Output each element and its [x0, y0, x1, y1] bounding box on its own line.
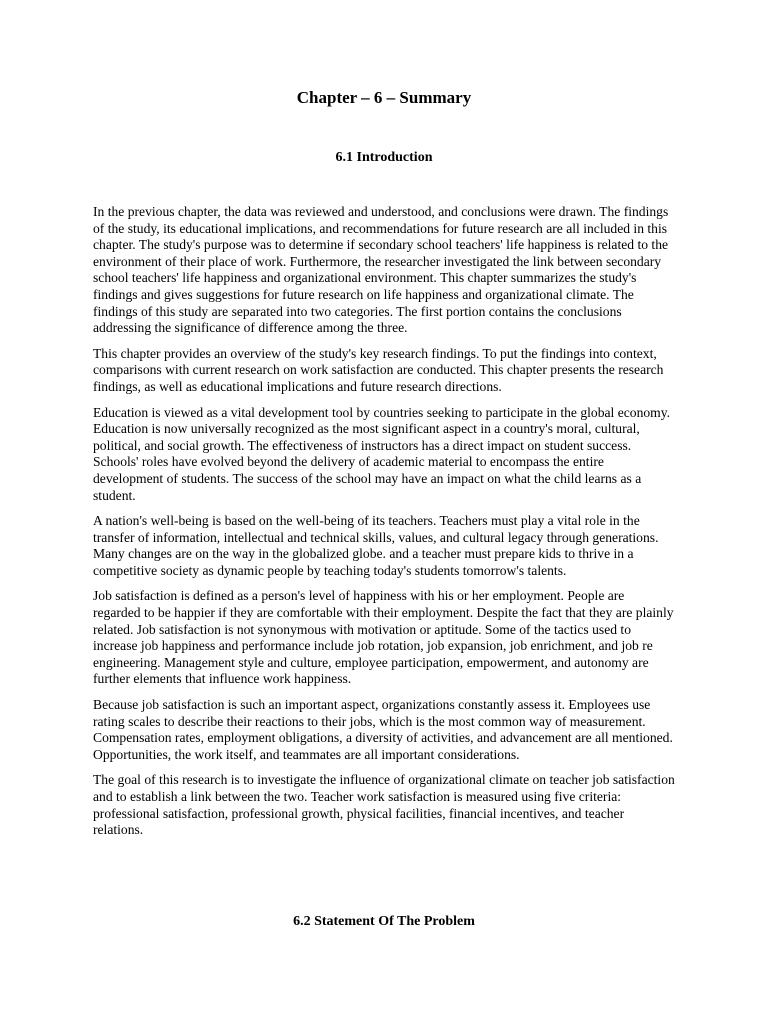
section-heading-statement-of-problem: 6.2 Statement Of The Problem	[293, 914, 475, 929]
paragraph: Job satisfaction is defined as a person's level of happiness with his or her employment. People are regarded to be happier if they are comfortable with their employment. Despite the fact that they are plainly related. Job satisfaction is not synonymous with motivation or aptitude. Some of the tactics used to increase job happiness and performance include job rotation, job expansion, job enrichment, and job re engineering. Management style and culture, employee participation, empowerment, and autonomy are further elements that influence work happiness.	[93, 588, 674, 687]
paragraph: In the previous chapter, the data was reviewed and understood, and conclusions were drawn. The findings of the study, its educational implications, and recommendations for future research are all included in this chapter. The study's purpose was to determine if secondary school teachers' life happiness is related to the environment of their place of work. Furthermore, the researcher investigated the link between secondary school teachers' life happiness and organizational environment. This chapter summarizes the study's findings and gives suggestions for future research on life happiness and organizational climate. The findings of this study are separated into two categories. The first portion contains the conclusions addressing the significance of difference among the three.	[93, 204, 669, 336]
section-heading-introduction: 6.1 Introduction	[335, 150, 433, 165]
paragraph: A nation's well-being is based on the well-being of its teachers. Teachers must play a vital role in the transfer of information, intellectual and technical skills, values, and cultural legacy through generations. Many changes are on the way in the globalized globe. and a teacher must prepare kids to thrive in a competitive society as dynamic people by teaching today's students tomorrow's talents.	[93, 513, 659, 578]
paragraph: Because job satisfaction is such an important aspect, organizations constantly assess it. Employees use rating scales to describe their reactions to their jobs, which is the most common way of measurement. Compensation rates, employment obligations, a diversity of activities, and advancement are all mentioned. Opportunities, the work itself, and teammates are all important considerations.	[93, 697, 673, 762]
paragraph: Education is viewed as a vital development tool by countries seeking to participate in the global economy. Education is now universally recognized as the most significant aspect in a country's moral, cultural, political, and social growth. The effectiveness of instructors has a direct impact on student success. Schools' roles have evolved beyond the delivery of academic material to encompass the entire development of students. The success of the school may have an impact on what the child learns as a student.	[93, 404, 671, 503]
introduction-body	[93, 204, 675, 848]
paragraph: This chapter provides an overview of the study's key research findings. To put the findings into context, comparisons with current research on work satisfaction are conducted. This chapter presents the research findings, as well as educational implications and future research directions.	[93, 345, 664, 394]
paragraph: The goal of this research is to investigate the influence of organizational climate on teacher job satisfaction and to establish a link between the two. Teacher work satisfaction is measured using five criteria: professional satisfaction, professional growth, physical facilities, financial incentives, and teacher relations.	[93, 772, 675, 838]
chapter-title: Chapter – 6 – Summary	[296, 88, 472, 107]
